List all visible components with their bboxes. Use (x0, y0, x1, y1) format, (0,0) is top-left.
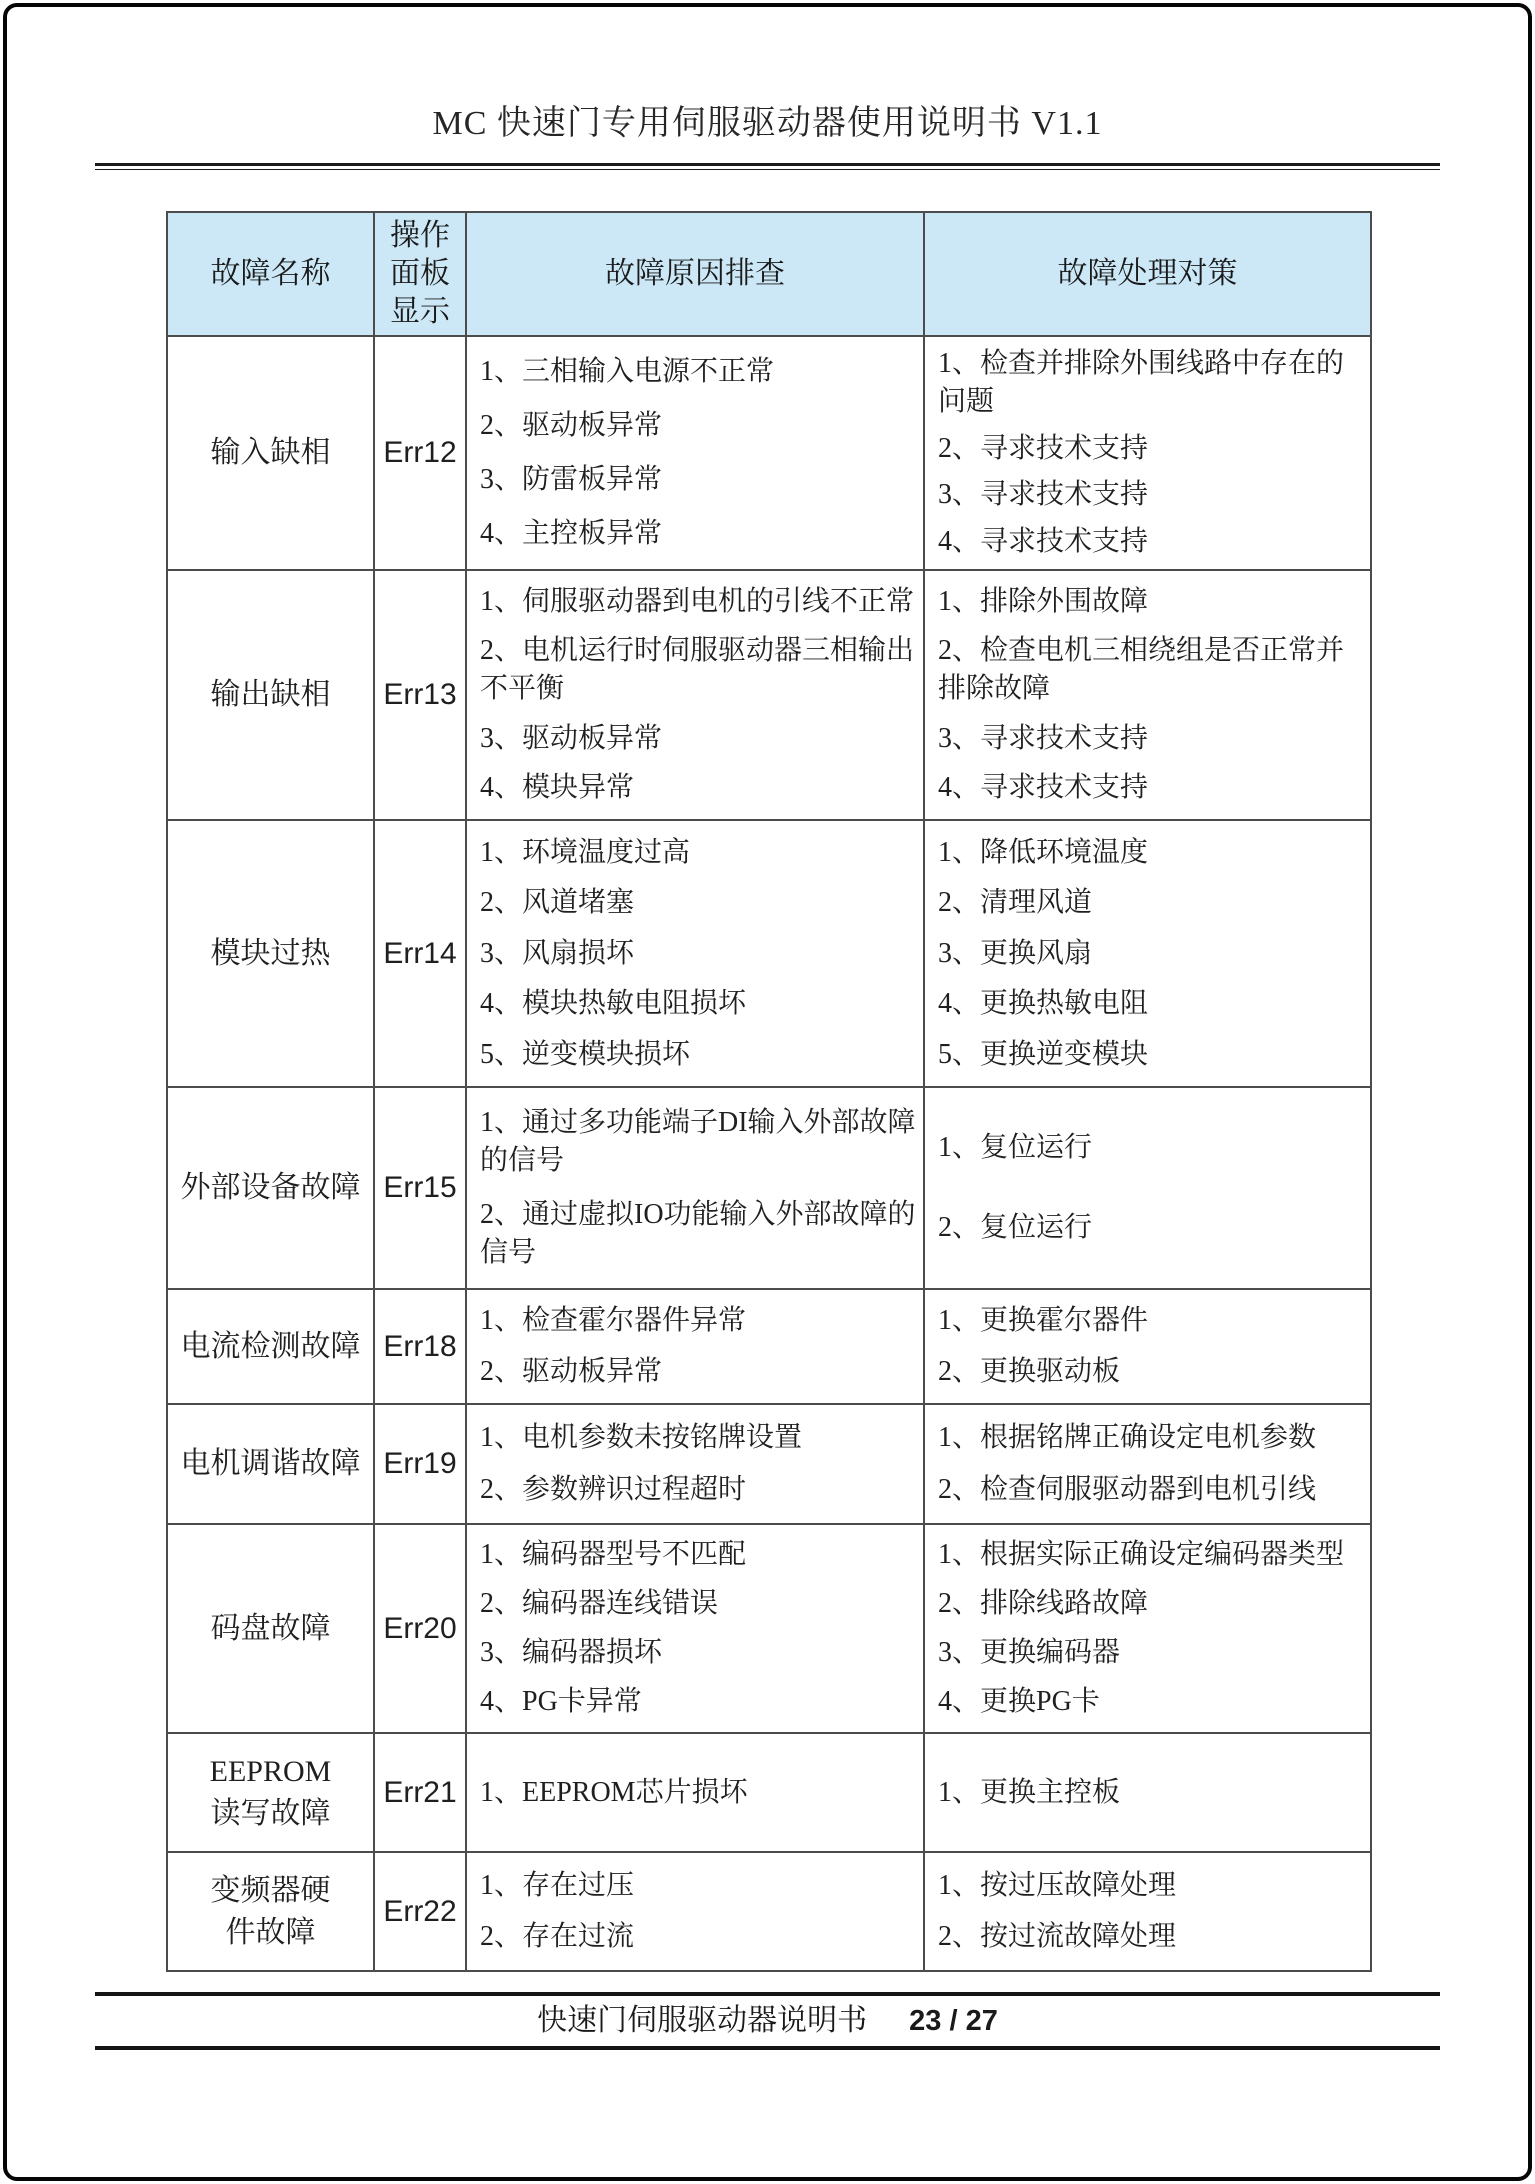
list-item: 2、电机运行时伺服驱动器三相输出不平衡 (480, 635, 915, 705)
list-item: 2、清理风道 (938, 887, 1093, 918)
fault-code-cell: Err18 (374, 1289, 466, 1404)
list-item: 5、更换逆变模块 (938, 1038, 1149, 1070)
fault-solutions-list (925, 1290, 1370, 1403)
fault-name-cell (167, 1404, 374, 1524)
fault-name: 变频器硬件故障 (210, 1873, 331, 1949)
title-rule (95, 163, 1440, 170)
list-item: 1、EEPROM芯片损坏 (480, 1776, 748, 1808)
list-item: 4、寻求技术支持 (938, 525, 1149, 557)
list-item: 2、检查电机三相绕组是否正常并排除故障 (938, 635, 1345, 705)
list-item: 4、更换PG卡 (938, 1686, 1100, 1717)
list-item: 1、根据铭牌正确设定电机参数 (938, 1422, 1317, 1453)
fault-causes-list (467, 1405, 923, 1523)
fault-causes-cell (466, 1404, 924, 1524)
list-item: 5、逆变模块损坏 (480, 1038, 691, 1070)
fault-causes-cell (466, 1289, 924, 1404)
list-item: 2、更换驱动板 (938, 1355, 1121, 1387)
fault-causes-list (467, 1290, 923, 1403)
fault-name-cell (167, 1852, 374, 1971)
list-item: 3、寻求技术支持 (938, 479, 1149, 511)
list-item: 1、更换主控板 (938, 1776, 1121, 1808)
table-row (167, 820, 1371, 1087)
col-header-cause-check (466, 212, 924, 336)
list-item: 3、更换风扇 (938, 937, 1093, 969)
table-row (167, 1524, 1371, 1733)
fault-causes-cell (466, 336, 924, 570)
fault-solutions-cell (924, 1404, 1371, 1524)
list-item: 3、防雷板异常 (480, 464, 663, 495)
col-header-fault-name (167, 212, 374, 336)
list-item: 2、编码器连线错误 (480, 1588, 719, 1619)
col-header-label: 故障名称 (210, 257, 331, 290)
fault-code-cell: Err22 (374, 1852, 466, 1971)
fault-causes-cell (466, 1524, 924, 1733)
table-row (167, 1733, 1371, 1852)
list-item: 2、排除线路故障 (938, 1588, 1149, 1619)
footer-page-number: 23 / 27 (909, 2005, 998, 2037)
list-item: 1、检查并排除外围线路中存在的问题 (938, 348, 1345, 418)
table-header-row (167, 212, 1371, 336)
fault-solutions-cell (924, 1852, 1371, 1971)
footer-rule-top (95, 1992, 1440, 1996)
list-item: 2、寻求技术支持 (938, 432, 1149, 464)
list-item: 4、更换热敏电阻 (938, 988, 1149, 1019)
fault-solutions-list (925, 571, 1370, 819)
fault-code-cell: Err14 (374, 820, 466, 1087)
fault-solutions-cell (924, 1733, 1371, 1852)
fault-code-cell: Err15 (374, 1087, 466, 1289)
fault-causes-list (467, 571, 923, 819)
fault-causes-cell (466, 1852, 924, 1971)
fault-name-cell (167, 820, 374, 1087)
col-header-label: 故障原因排查 (605, 257, 785, 290)
fault-causes-list (467, 1525, 923, 1732)
list-item: 1、根据实际正确设定编码器类型 (938, 1539, 1345, 1570)
table-row (167, 1087, 1371, 1289)
fault-solutions-list (925, 1088, 1370, 1288)
list-item: 1、伺服驱动器到电机的引线不正常 (480, 585, 915, 617)
fault-solutions-list (925, 821, 1370, 1086)
list-item: 3、更换编码器 (938, 1637, 1121, 1668)
fault-name: EEPROM读写故障 (209, 1754, 332, 1830)
list-item: 3、驱动板异常 (480, 722, 663, 754)
fault-causes-cell (466, 820, 924, 1087)
list-item: 1、通过多功能端子DI输入外部故障的信号 (480, 1107, 916, 1176)
table-row (167, 1289, 1371, 1404)
list-item: 1、电机参数未按铭牌设置 (480, 1422, 803, 1453)
col-header-countermeasure (924, 212, 1371, 336)
fault-causes-cell (466, 1087, 924, 1289)
list-item: 2、存在过流 (480, 1921, 635, 1953)
footer-rule-bottom (95, 2046, 1440, 2050)
list-item: 2、按过流故障处理 (938, 1921, 1177, 1953)
fault-code-cell: Err20 (374, 1524, 466, 1733)
list-item: 1、更换霍尔器件 (938, 1305, 1149, 1337)
list-item: 1、环境温度过高 (480, 836, 691, 868)
list-item: 2、通过虚拟IO功能输入外部故障的信号 (480, 1199, 916, 1268)
list-item: 1、存在过压 (480, 1869, 635, 1901)
footer-doc-title: 快速门伺服驱动器说明书 (537, 2004, 868, 2037)
list-item: 2、驱动板异常 (480, 1355, 663, 1387)
table-row (167, 336, 1371, 570)
fault-solutions-cell (924, 1524, 1371, 1733)
list-item: 4、模块异常 (480, 772, 635, 804)
list-item: 2、风道堵塞 (480, 887, 635, 918)
fault-causes-cell (466, 570, 924, 820)
list-item: 2、驱动板异常 (480, 410, 663, 441)
col-header-panel-display (374, 212, 466, 336)
list-item: 2、参数辨识过程超时 (480, 1474, 747, 1505)
fault-code-cell: Err13 (374, 570, 466, 820)
list-item: 3、风扇损坏 (480, 937, 635, 969)
fault-solutions-list (925, 1853, 1370, 1970)
fault-causes-list (467, 1088, 923, 1288)
list-item: 2、复位运行 (938, 1211, 1093, 1243)
page-footer (0, 1998, 1535, 2044)
list-item: 1、编码器型号不匹配 (480, 1539, 747, 1570)
list-item: 1、检查霍尔器件异常 (480, 1305, 747, 1337)
fault-solutions-cell (924, 1289, 1371, 1404)
fault-name-cell (167, 336, 374, 570)
fault-table (166, 211, 1372, 1972)
table-row (167, 570, 1371, 820)
fault-code-cell: Err21 (374, 1733, 466, 1852)
fault-name-cell (167, 1524, 374, 1733)
fault-name: 输出缺相 (210, 678, 331, 711)
fault-solutions-cell (924, 570, 1371, 820)
fault-name: 输入缺相 (210, 436, 331, 469)
list-item: 4、寻求技术支持 (938, 772, 1149, 804)
fault-solutions-cell (924, 336, 1371, 570)
fault-name-cell (167, 1733, 374, 1852)
table-row (167, 1404, 1371, 1524)
fault-name: 电机调谐故障 (180, 1447, 361, 1480)
fault-solutions-list (925, 1525, 1370, 1732)
list-item: 4、PG卡异常 (480, 1686, 642, 1717)
list-item: 4、主控板异常 (480, 518, 663, 549)
fault-name: 电流检测故障 (180, 1329, 361, 1363)
list-item: 1、复位运行 (938, 1132, 1093, 1164)
fault-causes-list (467, 821, 923, 1086)
fault-solutions-cell (924, 1087, 1371, 1289)
fault-code-cell: Err19 (374, 1404, 466, 1524)
list-item: 1、三相输入电源不正常 (480, 356, 775, 387)
list-item: 1、按过压故障处理 (938, 1869, 1177, 1901)
fault-name: 模块过热 (210, 936, 331, 970)
list-item: 3、编码器损坏 (480, 1637, 663, 1668)
list-item: 2、检查伺服驱动器到电机引线 (938, 1474, 1317, 1505)
col-header-label: 操作面板显示 (390, 218, 450, 328)
table-row (167, 1852, 1371, 1971)
fault-solutions-list (925, 1405, 1370, 1523)
fault-causes-list (467, 337, 923, 569)
col-header-label: 故障处理对策 (1057, 257, 1238, 290)
fault-solutions-list (925, 337, 1370, 569)
fault-causes-list (467, 1734, 923, 1851)
fault-name: 外部设备故障 (180, 1171, 361, 1204)
fault-causes-list (467, 1853, 923, 1970)
list-item: 1、降低环境温度 (938, 836, 1149, 868)
fault-name-cell (167, 1289, 374, 1404)
list-item: 1、排除外围故障 (938, 585, 1149, 617)
fault-code-cell: Err12 (374, 336, 466, 570)
doc-title: MC 快速门专用伺服驱动器使用说明书 V1.1 (432, 105, 1103, 142)
fault-solutions-cell (924, 820, 1371, 1087)
fault-name: 码盘故障 (210, 1611, 331, 1645)
fault-causes-cell (466, 1733, 924, 1852)
fault-name-cell (167, 570, 374, 820)
fault-name-cell (167, 1087, 374, 1289)
list-item: 4、模块热敏电阻损坏 (480, 988, 747, 1019)
list-item: 3、寻求技术支持 (938, 722, 1149, 754)
fault-solutions-list (925, 1734, 1370, 1851)
